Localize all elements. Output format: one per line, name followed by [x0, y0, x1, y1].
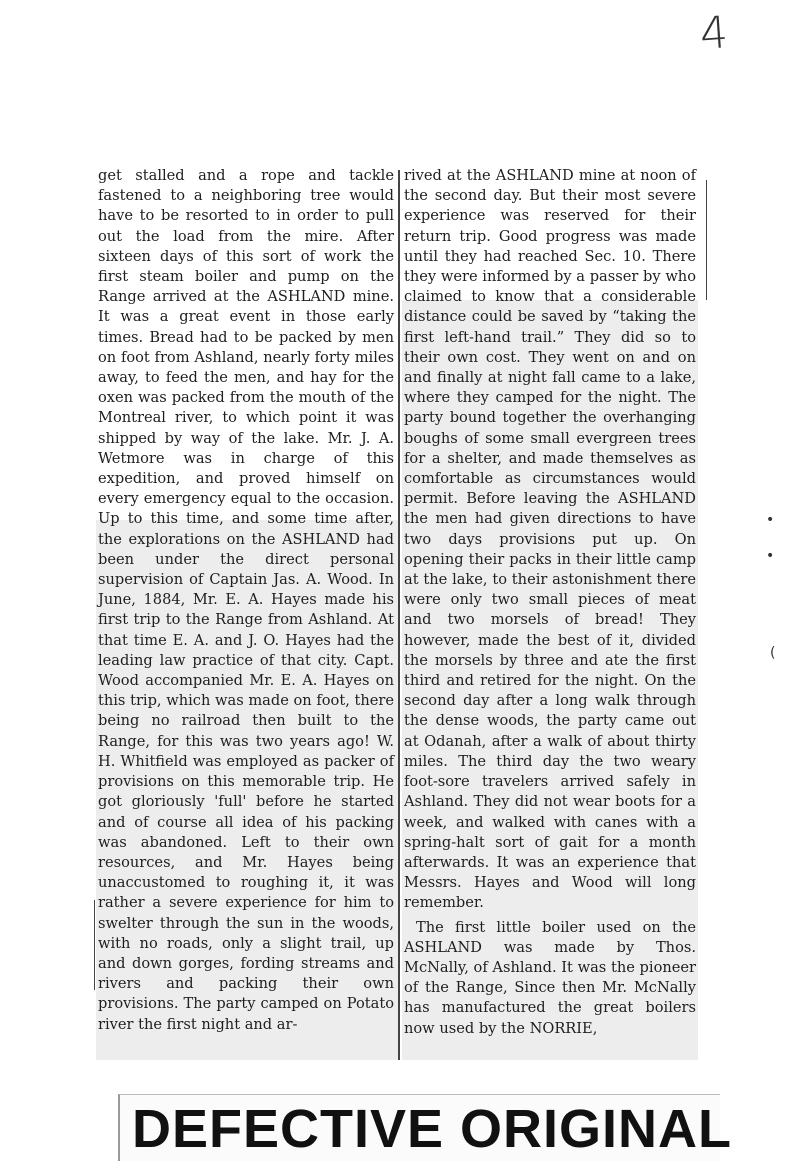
margin-mark: •	[766, 512, 775, 528]
defective-original-label: DEFECTIVE ORIGINAL	[132, 1099, 733, 1159]
right-edge-rule	[706, 180, 707, 300]
margin-mark: •	[766, 548, 775, 564]
margin-mark: (	[770, 645, 776, 661]
paragraph: The first little boiler used on the ASHLAND was made by Thos. McNally, of Ashland. It was the pioneer of the Range, Since then Mr. McNally has manufactured the great boilers now used by the NORRIE,	[404, 918, 696, 1037]
paragraph: get stalled and a rope and tackle fastened to a neighboring tree would have to be resorted to in order to pull out the load from the mire. After sixteen days of this sort of work the first steam boiler and pump on the Range arrived at the ASHLAND mine. It was a great event in those early times. Bread had to be packed by men on foot from Ashland, nearly forty miles away, to feed the men, and hay for the oxen was packed from the mouth of the Montreal river, to which point it was shipped by way of the lake. Mr. J. A. Wetmore was in charge of this expedition, and proved himself on every emergency equal to the occasion. Up to this time, and some time after, the explorations on the ASHLAND had been under the direct personal supervision of Captain Jas. A. Wood. In June, 1884, Mr. E. A. Hayes made his first trip to the Range from Ashland. At that time E. A. and J. O. Hayes had the leading law practice of that city. Capt. Wood accompanied Mr. E. A. Hayes on this trip, which was made on foot, there being no railroad then built to the Range, for this was two years ago! W. H. Whitfield was employed as packer of provisions on this memorable trip. He got gloriously 'full' before he started and of course all idea of his packing was abandoned. Left to their own resources, and Mr. Hayes being unaccustomed to roughing it, it was rather a severe experience for him to swelter through the sun in the woods, with no roads, only a slight trail, up and down gorges, fording streams and rivers and packing their own provisions. The party camped on Potato river the first night and ar-	[98, 167, 394, 1033]
left-edge-rule	[94, 900, 95, 990]
page-number: 4	[698, 7, 730, 60]
article-column-left	[98, 166, 394, 1035]
paragraph: rived at the ASHLAND mine at noon of the second day. But their most severe experience was reserved for their return trip. Good progress was made until they had reached Sec. 10. There they were informed by a passer by who claimed to know that a considerable distance could be saved by “taking the first left-hand trail.” They did so to their own cost. They went on and on and finally at night fall came to a lake, where they camped for the night. The party bound together the overhanging boughs of some small evergreen trees for a shelter, and made themselves as comfortable as circumstances would permit. Before leaving the ASHLAND the men had given directions to have two days provisions put up. On opening their packs in their little camp at the lake, to their astonishment there were only two small pieces of meat and two morsels of bread! They however, made the best of it, divided the morsels by three and ate the first third and retired for the night. On the second day after a long walk through the dense woods, the party came out at Odanah, after a walk of about thirty miles. The third day the two weary foot-sore travelers arrived safely in Ashland. They did not wear boots for a week, and walked with canes with a spring-halt sort of gait for a month afterwards. It was an experience that Messrs. Hayes and Wood will long remember.	[404, 167, 696, 912]
column-divider	[398, 170, 400, 1060]
article-column-right	[404, 166, 696, 1039]
